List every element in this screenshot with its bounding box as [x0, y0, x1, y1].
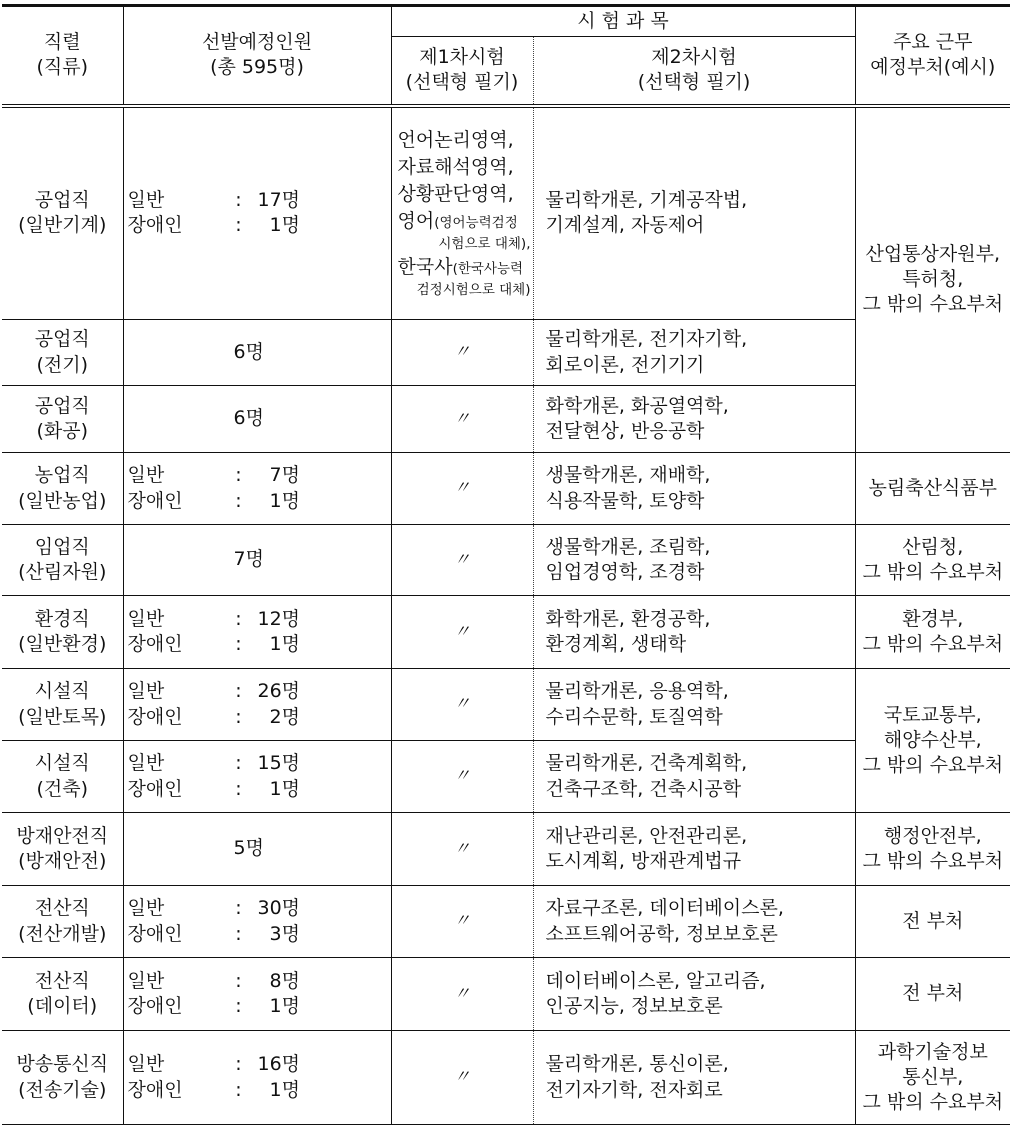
- dept-cell: [855, 525, 1010, 596]
- general-count: 12명: [257, 607, 301, 630]
- quota-general: [128, 679, 387, 704]
- disabled-count: 1명: [269, 777, 300, 800]
- header-job: [2, 6, 123, 106]
- disabled-label: 장애인: [127, 995, 183, 1017]
- ditto-cell: [391, 386, 533, 453]
- ditto-cell: [391, 958, 533, 1031]
- table-row: [2, 813, 1010, 886]
- header-exam1-text: 제1차시험 (선택형 필기): [405, 46, 519, 94]
- job-cell: [2, 669, 123, 741]
- dept-cell: [855, 958, 1010, 1031]
- ditto-mark: 〃: [453, 838, 471, 859]
- subject-situation: 상황판단영역,: [397, 182, 514, 205]
- disabled-count: 1명: [269, 995, 300, 1017]
- total-count: 6명: [233, 340, 264, 363]
- header-dept-text: 주요 근무 예정부처(예시): [870, 31, 996, 79]
- disabled-count: 2명: [269, 705, 300, 728]
- header-dept: [855, 6, 1010, 106]
- disabled-label: 장애인: [127, 489, 183, 512]
- second-exam-cell: [533, 320, 855, 386]
- general-count: 8명: [269, 969, 300, 992]
- quota-disabled: [128, 213, 387, 238]
- general-label: 일반: [127, 607, 165, 630]
- second-exam-cell: [533, 886, 855, 958]
- subject-language: 언어논리영역,: [397, 128, 514, 151]
- header-exam-text: 시 험 과 목: [577, 9, 669, 32]
- job-cell: [2, 1031, 123, 1125]
- colon: :: [235, 969, 242, 992]
- colon: :: [235, 777, 242, 800]
- dept-cell: [855, 106, 1010, 453]
- ditto-mark: 〃: [453, 911, 471, 932]
- disabled-count: 1명: [269, 489, 300, 512]
- job-cell: [2, 958, 123, 1031]
- second-exam-cell: [533, 813, 855, 886]
- job-cell: [2, 886, 123, 958]
- disabled-label: 장애인: [127, 633, 183, 655]
- header-exam: [391, 6, 855, 37]
- ditto-mark: 〃: [453, 408, 471, 429]
- general-label: 일반: [127, 897, 165, 920]
- job-cell: [2, 525, 123, 596]
- second-exam-cell: [533, 669, 855, 741]
- general-count: 7명: [269, 464, 300, 487]
- dept-cell: [855, 669, 1010, 813]
- dept-text: 전 부처: [902, 909, 964, 932]
- disabled-label: 장애인: [127, 1078, 183, 1101]
- general-label: 일반: [127, 969, 165, 992]
- ditto-mark: 〃: [453, 983, 471, 1004]
- ditto-mark: 〃: [453, 621, 471, 642]
- job-cell: [2, 106, 123, 320]
- job-text: 시설직 (건축): [34, 752, 90, 800]
- second-exam-text: 물리학개론, 건축계획학, 건축구조학, 건축시공학: [545, 752, 748, 800]
- history-main: 한국사: [397, 255, 453, 278]
- dept-cell: [855, 453, 1010, 525]
- second-exam-cell: [533, 958, 855, 1031]
- dept-text: 행정안전부, 그 밖의 수요부처: [862, 824, 1004, 872]
- ditto-cell: [391, 525, 533, 596]
- ditto-cell: [391, 813, 533, 886]
- table-row: [2, 1031, 1010, 1125]
- job-text: 공업직 (일반기계): [18, 189, 107, 237]
- job-cell: [2, 320, 123, 386]
- quota-disabled: [128, 489, 387, 514]
- second-exam-text: 물리학개론, 응용역학, 수리수문학, 토질역학: [545, 680, 729, 728]
- table-row: [2, 886, 1010, 958]
- dept-cell: [855, 813, 1010, 886]
- ditto-mark: 〃: [453, 549, 471, 570]
- colon: :: [235, 489, 242, 512]
- quota-disabled: [128, 994, 387, 1019]
- colon: :: [235, 752, 242, 775]
- job-text: 전산직 (전산개발): [18, 897, 107, 945]
- second-exam-cell: [533, 1031, 855, 1125]
- table-row: [2, 669, 1010, 741]
- general-label: 일반: [127, 189, 165, 212]
- header-quota: [123, 6, 391, 106]
- second-exam-text: 생물학개론, 조림학, 임업경영학, 조경학: [545, 535, 711, 583]
- colon: :: [235, 922, 242, 945]
- dept-text: 국토교통부, 해양수산부, 그 밖의 수요부처: [862, 703, 1004, 777]
- ditto-cell: [391, 320, 533, 386]
- disabled-count: 1명: [269, 214, 300, 237]
- dept-text: 산업통상자원부, 특허청, 그 밖의 수요부처: [862, 243, 1004, 316]
- quota-disabled: [128, 705, 387, 730]
- second-exam-cell: [533, 453, 855, 525]
- general-label: 일반: [127, 752, 165, 775]
- colon: :: [235, 464, 242, 487]
- disabled-label: 장애인: [127, 214, 183, 237]
- ditto-mark: 〃: [453, 694, 471, 715]
- table-row: [2, 453, 1010, 525]
- job-cell: [2, 596, 123, 669]
- english-note: (영어능력검정: [434, 214, 518, 231]
- dept-text: 산림청, 그 밖의 수요부처: [862, 535, 1004, 583]
- quota-cell: [123, 958, 391, 1031]
- quota-cell: [123, 1031, 391, 1125]
- colon: :: [235, 995, 242, 1017]
- ditto-cell: [391, 741, 533, 813]
- english-main: 영어: [397, 209, 435, 232]
- dept-text: 과학기술정보 통신부, 그 밖의 수요부처: [862, 1040, 1004, 1114]
- second-exam-text: 데이터베이스론, 알고리즘, 인공지능, 정보보호론: [545, 969, 766, 1017]
- general-count: 16명: [257, 1053, 301, 1076]
- total-count: 6명: [233, 407, 264, 430]
- job-text: 방송통신직 (전송기술): [16, 1053, 109, 1101]
- general-label: 일반: [127, 680, 165, 703]
- general-count: 17명: [257, 189, 301, 212]
- ditto-mark: 〃: [453, 478, 471, 499]
- second-exam-cell: [533, 525, 855, 596]
- colon: :: [235, 897, 242, 920]
- colon: :: [235, 705, 242, 728]
- colon: :: [235, 633, 242, 655]
- ditto-cell: [391, 453, 533, 525]
- second-exam-cell: [533, 596, 855, 669]
- dept-text: 농림축산식품부: [868, 476, 997, 499]
- ditto-mark: 〃: [453, 1067, 471, 1088]
- disabled-count: 3명: [269, 922, 300, 945]
- disabled-label: 장애인: [127, 922, 183, 945]
- quota-disabled: [128, 777, 387, 802]
- quota-cell: [123, 886, 391, 958]
- ditto-cell: [391, 596, 533, 669]
- job-text: 방재안전직 (방재안전): [16, 824, 109, 872]
- second-exam-text: 화학개론, 화공열역학, 전달현상, 반응공학: [545, 394, 729, 442]
- colon: :: [235, 680, 242, 703]
- job-cell: [2, 741, 123, 813]
- disabled-label: 장애인: [127, 777, 183, 800]
- second-exam-text: 물리학개론, 기계공작법, 기계설계, 자동제어: [545, 189, 748, 237]
- subject-history: [398, 254, 531, 281]
- second-exam-text: 생물학개론, 재배학, 식용작물학, 토양학: [545, 464, 711, 512]
- general-count: 15명: [257, 752, 301, 775]
- second-exam-text: 물리학개론, 전기자기학, 회로이론, 전기기기: [545, 328, 748, 376]
- header-exam2: [533, 37, 855, 106]
- second-exam-text: 물리학개론, 통신이론, 전기자기학, 전자회로: [545, 1053, 729, 1101]
- ditto-cell: [391, 669, 533, 741]
- ditto-cell: [391, 886, 533, 958]
- job-text: 농업직 (일반농업): [18, 464, 107, 512]
- header-job-text: 직렬 (직류): [36, 31, 89, 79]
- header-exam2-text: 제2차시험 (선택형 필기): [637, 46, 751, 94]
- ditto-cell: [391, 1031, 533, 1125]
- subject-english: [398, 208, 531, 235]
- quota-cell: [123, 669, 391, 741]
- colon: :: [235, 607, 242, 630]
- history-note: (한국사능력: [452, 260, 524, 277]
- job-cell: [2, 813, 123, 886]
- quota-cell: [123, 453, 391, 525]
- history-note-2: 검정시험으로 대체): [416, 281, 531, 298]
- dept-text: 전 부처: [902, 982, 964, 1005]
- disabled-label: 장애인: [127, 705, 183, 728]
- subject-data: 자료해석영역,: [397, 155, 514, 178]
- job-text: 공업직 (전기): [34, 328, 90, 376]
- quota-disabled: [128, 1078, 387, 1103]
- recruitment-table: [2, 4, 1010, 1125]
- quota-general: [128, 1052, 387, 1077]
- job-text: 전산직 (데이터): [27, 969, 98, 1017]
- second-exam-text: 재난관리론, 안전관리론, 도시계획, 방재관계법규: [545, 824, 748, 872]
- job-cell: [2, 453, 123, 525]
- quota-disabled: [128, 922, 387, 947]
- quota-general: [128, 607, 387, 632]
- job-cell: [2, 386, 123, 453]
- quota-general: [128, 751, 387, 776]
- quota-cell: [123, 813, 391, 886]
- total-count: 5명: [233, 837, 264, 860]
- ditto-mark: 〃: [453, 766, 471, 787]
- second-exam-text: 화학개론, 환경공학, 환경계획, 생태학: [545, 607, 711, 655]
- second-exam-text: 자료구조론, 데이터베이스론, 소프트웨어공학, 정보보호론: [545, 897, 784, 945]
- quota-general: [128, 969, 387, 994]
- table-row: [2, 596, 1010, 669]
- general-count: 30명: [257, 897, 301, 920]
- quota-cell: [123, 596, 391, 669]
- disabled-count: 1명: [269, 1078, 300, 1101]
- total-count: 7명: [233, 548, 264, 571]
- quota-cell: [123, 320, 391, 386]
- dept-cell: [855, 1031, 1010, 1125]
- quota-cell: [123, 106, 391, 320]
- general-label: 일반: [127, 464, 165, 487]
- header-exam1: [391, 37, 533, 106]
- header-quota-text: 선발예정인원 (총 595명): [201, 31, 313, 79]
- second-exam-cell: [533, 741, 855, 813]
- job-text: 시설직 (일반토목): [18, 680, 107, 728]
- quota-general: [128, 188, 387, 213]
- dept-cell: [855, 596, 1010, 669]
- table-row: [2, 106, 1010, 320]
- general-count: 26명: [257, 680, 301, 703]
- general-label: 일반: [127, 1053, 165, 1076]
- table-row: [2, 525, 1010, 596]
- colon: :: [235, 214, 242, 237]
- table-row: [2, 958, 1010, 1031]
- quota-disabled: [128, 632, 387, 657]
- colon: :: [235, 1053, 242, 1076]
- disabled-count: 1명: [269, 633, 300, 655]
- colon: :: [235, 189, 242, 212]
- quota-cell: [123, 741, 391, 813]
- quota-cell: [123, 386, 391, 453]
- second-exam-cell: [533, 106, 855, 320]
- second-exam-cell: [533, 386, 855, 453]
- quota-cell: [123, 525, 391, 596]
- dept-cell: [855, 886, 1010, 958]
- english-note-2: 시험으로 대체),: [438, 235, 531, 252]
- job-text: 공업직 (화공): [34, 394, 90, 442]
- quota-general: [128, 896, 387, 921]
- colon: :: [235, 1078, 242, 1101]
- quota-general: [128, 463, 387, 488]
- dept-text: 환경부, 그 밖의 수요부처: [862, 607, 1004, 655]
- ditto-mark: 〃: [453, 342, 471, 363]
- job-text: 임업직 (산림자원): [18, 535, 107, 583]
- first-exam-subjects: [391, 106, 533, 320]
- job-text: 환경직 (일반환경): [18, 607, 107, 655]
